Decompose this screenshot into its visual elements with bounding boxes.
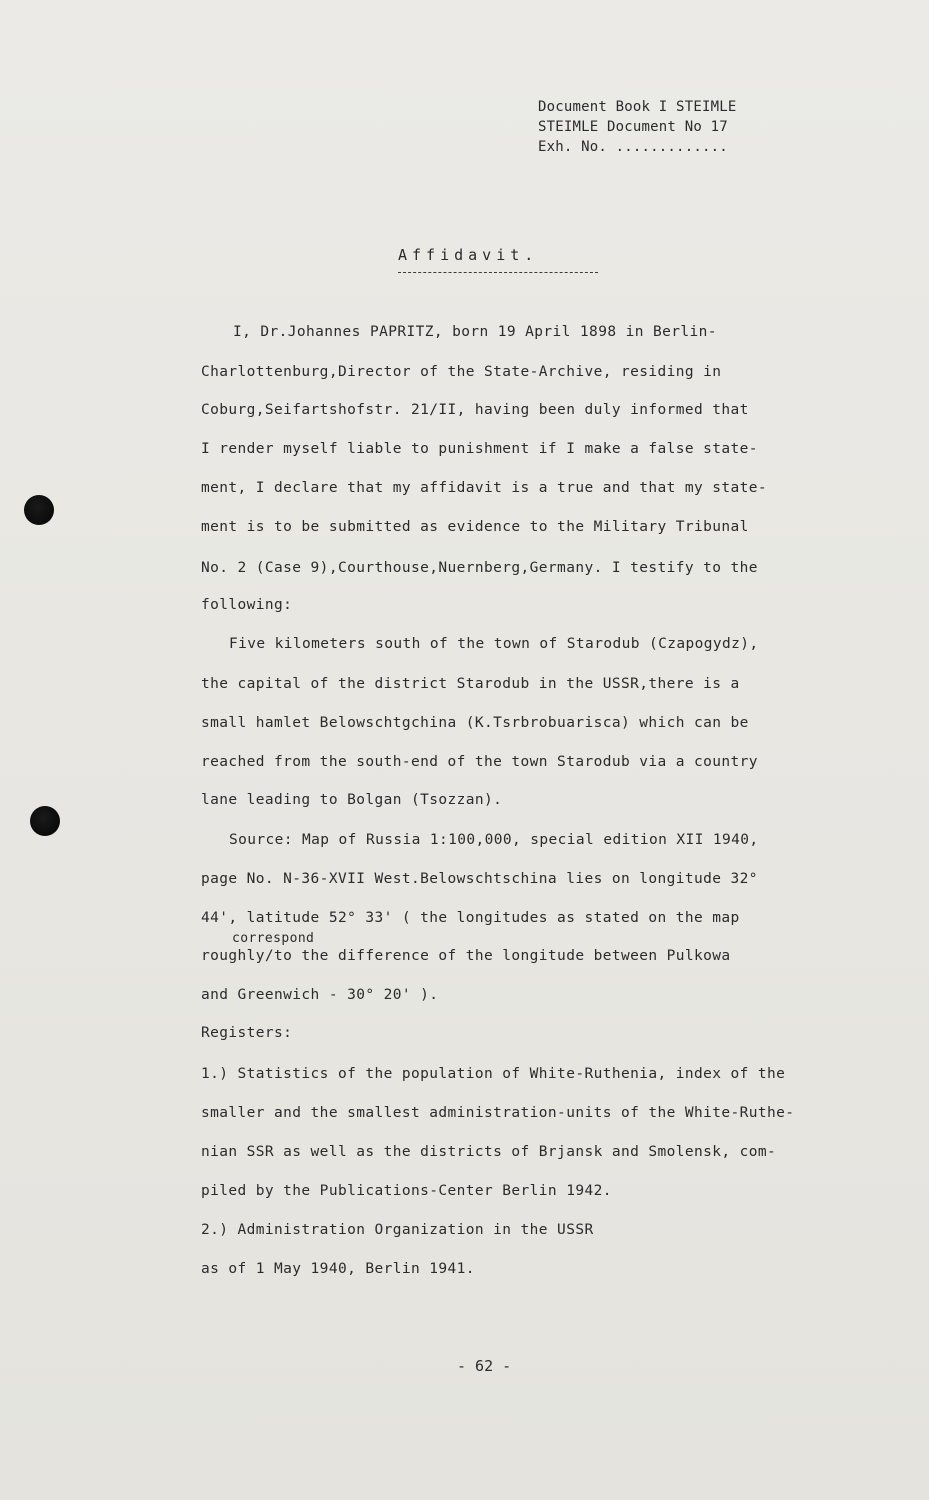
header-document-number: STEIMLE Document No 17 [538,119,728,135]
body-line: roughly/to the difference of the longitude between Pulkowa [201,948,731,964]
registers-heading: Registers: [201,1025,293,1041]
body-line: Charlottenburg,Director of the State-Archive, residing in [201,364,722,380]
body-line: Five kilometers south of the town of Starodub (Czapogydz), [229,636,759,652]
body-line: ment, I declare that my affidavit is a true and that my state- [201,480,768,496]
body-line: as of 1 May 1940, Berlin 1941. [201,1261,475,1277]
body-line: I render myself liable to punishment if I make a false state- [201,441,758,457]
body-line: 44', latitude 52° 33' ( the longitudes as stated on the map [201,910,740,926]
body-line: 2.) Administration Organization in the USSR [201,1222,594,1238]
punch-hole-top [24,495,54,525]
header-exhibit-number: Exh. No. ............. [538,139,728,155]
body-line: Coburg,Seifartshofstr. 21/II, having been duly informed that [201,402,749,418]
title-underline [398,272,598,273]
body-line: smaller and the smallest administration-units of the White-Ruthe- [201,1105,795,1121]
body-line: No. 2 (Case 9),Courthouse,Nuernberg,Germany. I testify to the [201,560,758,576]
body-line: piled by the Publications-Center Berlin 1942. [201,1183,612,1199]
document-title: Affidavit. [398,246,539,264]
body-line: small hamlet Belowschtgchina (K.Tsrbrobuarisca) which can be [201,715,749,731]
body-line: nian SSR as well as the districts of Brjansk and Smolensk, com- [201,1144,777,1160]
body-line: reached from the south-end of the town Starodub via a country [201,754,758,770]
body-line: I, Dr.Johannes PAPRITZ, born 19 April 1898 in Berlin- [233,324,717,340]
body-line: 1.) Statistics of the population of White-Ruthenia, index of the [201,1066,786,1082]
punch-hole-bottom [30,806,60,836]
handwritten-insertion: correspond [232,931,315,946]
body-line: ment is to be submitted as evidence to the Military Tribunal [201,519,749,535]
document-header [538,97,736,157]
body-line: the capital of the district Starodub in the USSR,there is a [201,676,740,692]
body-line: lane leading to Bolgan (Tsozzan). [201,792,503,808]
body-line: Source: Map of Russia 1:100,000, special edition XII 1940, [229,832,759,848]
page-number: - 62 - [457,1357,512,1375]
body-line: following: [201,597,293,613]
header-document-book: Document Book I STEIMLE [538,99,737,115]
body-line: page No. N-36-XVII West.Belowschtschina lies on longitude 32° [201,871,758,887]
body-line: and Greenwich - 30° 20' ). [201,987,439,1003]
